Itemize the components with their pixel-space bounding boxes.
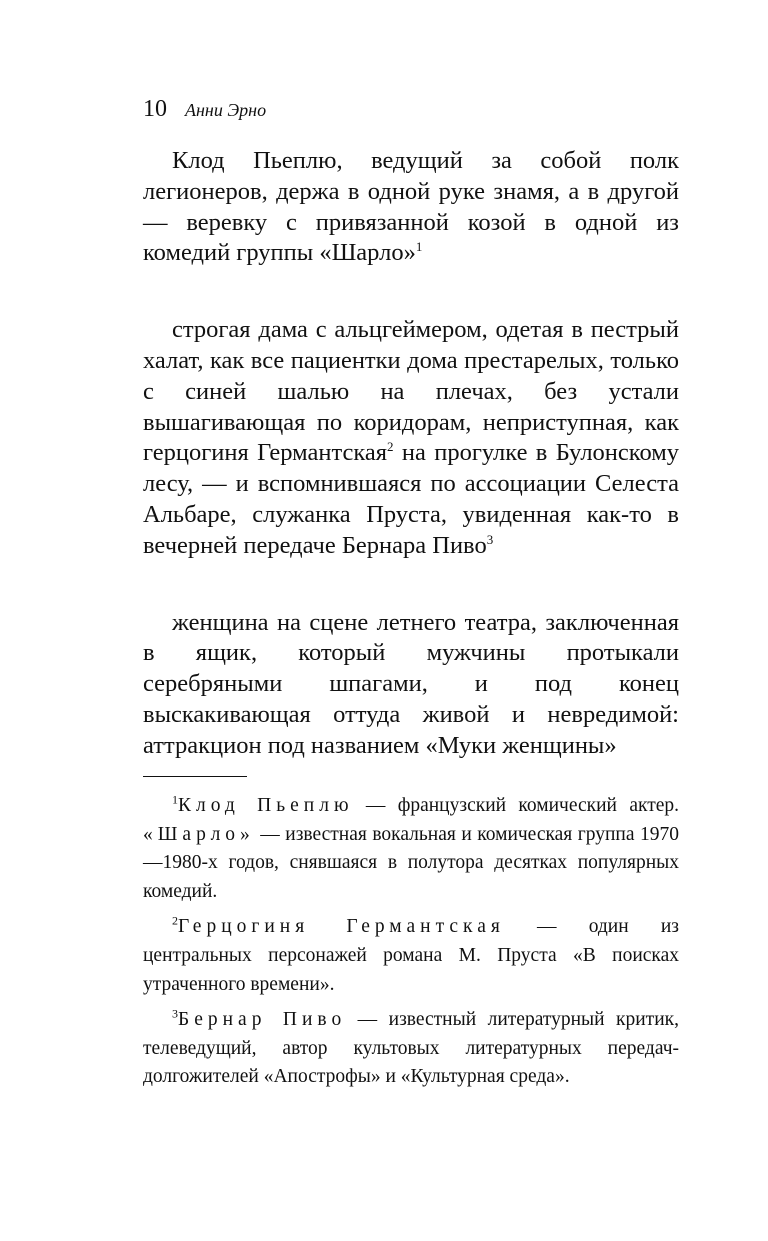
- footnote-term: «Шарло»: [143, 823, 255, 845]
- footnote-number: 3: [172, 1006, 178, 1021]
- footnote-number: 2: [172, 913, 178, 928]
- footnote-ref[interactable]: 1: [415, 239, 423, 255]
- footnotes: [143, 792, 679, 1099]
- footnote-text: — французский комический актер.: [353, 795, 679, 816]
- footnote-term: Бернар Пиво: [178, 1009, 347, 1031]
- footnote-term: Герцогиня Германтская: [178, 916, 505, 938]
- paragraph-text: строгая дама с альцгеймером, одетая в пестрый халат, как все пациентки дома престарелых, только с синей шалью на плечах, без устали вышагивающая по коридорам, неприступная, как герцогиня Германтская: [143, 316, 679, 467]
- running-title: Анни Эрно: [185, 100, 267, 120]
- paragraph-2: [143, 315, 679, 561]
- footnote-text: — известная вокальная и комическая группа 1970—1980-х годов, снявшаяся в полутора десятках популярных комедий.: [143, 823, 679, 902]
- footnote-term: Клод Пьеплю: [178, 795, 354, 816]
- paragraph-text: Клод Пьеплю, ведущий за собой полк легионеров, держа в одной руке знамя, а в другой — веревку с привязанной козой в одной из комедий группы «Шарло»: [143, 147, 679, 267]
- footnote-2: [143, 913, 679, 999]
- main-text: [143, 146, 679, 808]
- footnote-1: [143, 792, 679, 906]
- footnote-text: — известный литературный критик, телеведущий, автор культовых литературных передач-долгожителей «Апострофы» и «Культурная среда».: [143, 1009, 679, 1088]
- footnote-ref[interactable]: 2: [387, 439, 394, 455]
- paragraph-1: [143, 146, 679, 269]
- footnote-3: [143, 1006, 679, 1092]
- paragraph-3: [143, 608, 679, 762]
- footnote-text: — один из центральных персонажей романа М. Пруста «В поисках утраченного времени».: [143, 916, 679, 995]
- footnote-divider: [143, 776, 247, 777]
- paragraph-text: женщина на сцене летнего театра, заключенная в ящик, который мужчины протыкали серебряными шпагами, и под конец выскакивающая оттуда живой и невредимой: аттракцион под названием «Муки женщины»: [143, 608, 679, 759]
- paragraph-text-after: на прогулке в Булонскому лесу, — и вспомнившаяся по ассоциации Селеста Альбаре, служанка Пруста, увиденная как-то в вечерней передаче Бернара Пиво: [143, 439, 679, 559]
- footnote-ref[interactable]: 3: [486, 531, 494, 547]
- page-number: 10: [143, 96, 167, 122]
- page-header: [143, 96, 266, 123]
- footnote-number: 1: [172, 792, 178, 807]
